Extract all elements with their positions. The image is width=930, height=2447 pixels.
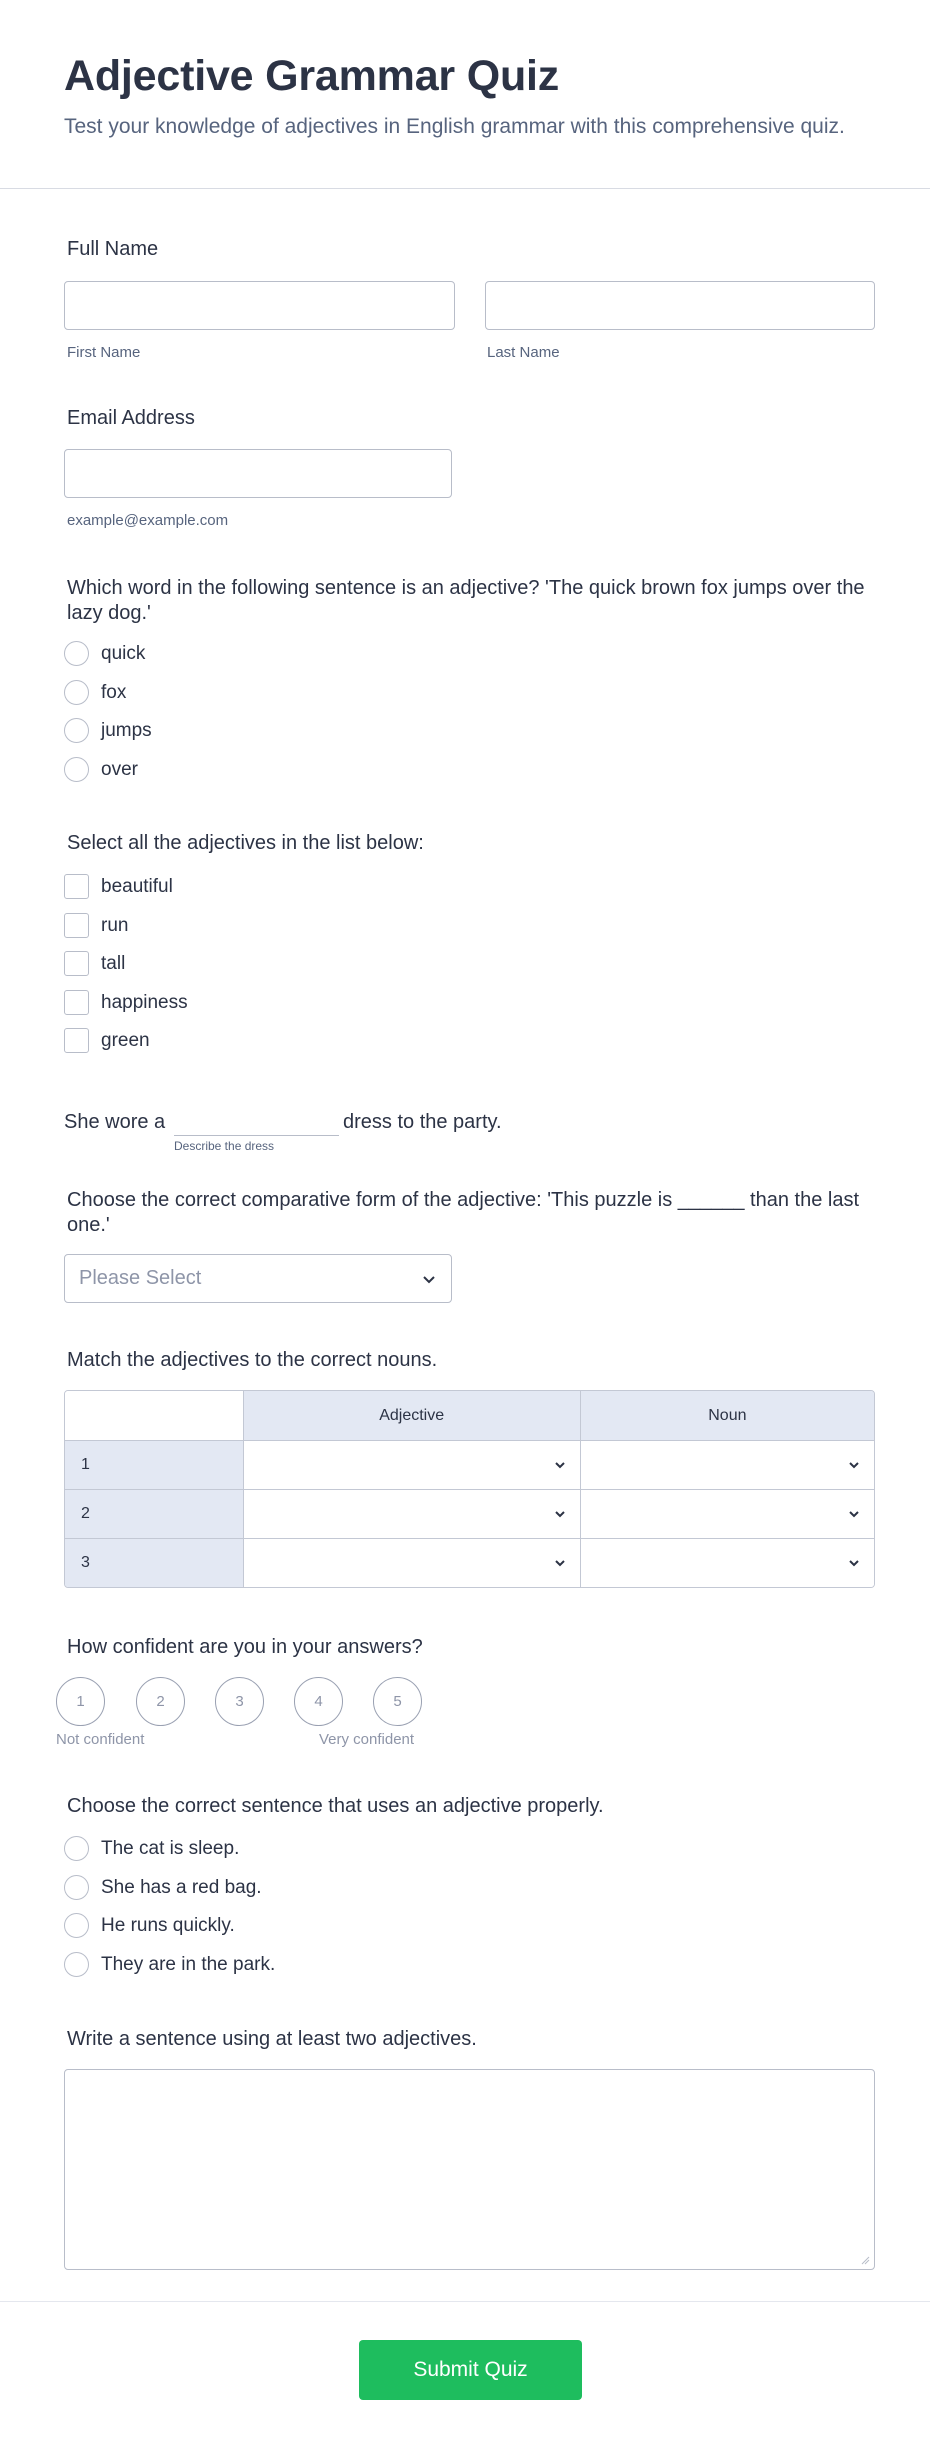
chevron-down-icon	[421, 1271, 437, 1287]
chevron-down-icon	[846, 1555, 862, 1571]
q7-option-label: She has a red bag.	[101, 1876, 262, 1898]
q7-option[interactable]	[64, 1836, 239, 1861]
first-name-input[interactable]	[64, 281, 455, 330]
q1-option[interactable]	[64, 680, 126, 705]
q2-option-label: green	[101, 1029, 150, 1051]
q1-option[interactable]	[64, 757, 138, 782]
q1-option[interactable]	[64, 718, 152, 743]
q7-option-label: They are in the park.	[101, 1953, 276, 1975]
q2-option-label: happiness	[101, 991, 188, 1013]
first-name-sublabel: First Name	[67, 344, 141, 361]
q2-option-label: run	[101, 914, 129, 936]
scale-option-5[interactable]: 5	[373, 1677, 422, 1726]
radio-icon[interactable]	[64, 757, 89, 782]
chevron-down-icon	[552, 1506, 568, 1522]
matrix-row-label: 3	[65, 1539, 243, 1587]
form-header	[0, 0, 930, 189]
email-input[interactable]	[64, 449, 452, 498]
matrix-table	[64, 1390, 875, 1588]
q1-question: Which word in the following sentence is an adjective? 'The quick brown fox jumps over the lazy dog.'	[67, 577, 865, 624]
resize-handle-icon[interactable]	[860, 2255, 870, 2265]
q1-option-label: over	[101, 758, 138, 780]
q7-option-label: The cat is sleep.	[101, 1837, 240, 1859]
matrix-noun-dropdown[interactable]	[580, 1490, 874, 1538]
matrix-column-header: Adjective	[243, 1391, 580, 1440]
radio-icon[interactable]	[64, 1875, 89, 1900]
radio-icon[interactable]	[64, 680, 89, 705]
q2-question: Select all the adjectives in the list below:	[67, 832, 424, 854]
q2-option-label: beautiful	[101, 875, 173, 897]
q1-option[interactable]	[64, 641, 145, 666]
checkbox-icon[interactable]	[64, 1028, 89, 1053]
radio-icon[interactable]	[64, 1952, 89, 1977]
q5-question: Match the adjectives to the correct nouns.	[67, 1349, 438, 1371]
q2-option[interactable]	[64, 913, 128, 938]
q4-question: Choose the correct comparative form of the adjective: 'This puzzle is ______ than the last one.'	[67, 1189, 860, 1236]
checkbox-icon[interactable]	[64, 951, 89, 976]
matrix-row	[65, 1489, 874, 1538]
radio-icon[interactable]	[64, 1913, 89, 1938]
page-title: Adjective Grammar Quiz	[64, 52, 560, 100]
q2-option-label: tall	[101, 952, 126, 974]
email-sublabel: example@example.com	[67, 512, 229, 529]
matrix-adjective-dropdown[interactable]	[243, 1490, 580, 1538]
last-name-input[interactable]	[485, 281, 875, 330]
submit-button[interactable]: Submit Quiz	[359, 2340, 582, 2400]
q3-blank-sublabel: Describe the dress	[174, 1139, 275, 1153]
matrix-adjective-dropdown[interactable]	[243, 1441, 580, 1489]
q7-option[interactable]	[64, 1875, 262, 1900]
scale-low-label: Not confident	[56, 1731, 145, 1748]
scale-option-2[interactable]: 2	[136, 1677, 185, 1726]
scale-option-1[interactable]: 1	[56, 1677, 105, 1726]
chevron-down-icon	[552, 1555, 568, 1571]
q3-text-before: She wore a	[64, 1111, 166, 1133]
q7-option[interactable]	[64, 1913, 235, 1938]
matrix-row	[65, 1440, 874, 1489]
email-label: Email Address	[67, 407, 195, 429]
q8-textarea[interactable]	[64, 2069, 875, 2270]
q2-option[interactable]	[64, 990, 188, 1015]
q2-option[interactable]	[64, 1028, 150, 1053]
matrix-noun-dropdown[interactable]	[580, 1539, 874, 1587]
checkbox-icon[interactable]	[64, 990, 89, 1015]
full-name-label: Full Name	[67, 238, 159, 260]
matrix-row-label: 1	[65, 1441, 243, 1489]
q4-select-placeholder: Please Select	[79, 1267, 202, 1289]
q4-select[interactable]	[64, 1254, 452, 1303]
radio-icon[interactable]	[64, 1836, 89, 1861]
q1-option-label: quick	[101, 642, 146, 664]
q6-question: How confident are you in your answers?	[67, 1636, 423, 1658]
matrix-row-label: 2	[65, 1490, 243, 1538]
q3-blank-input[interactable]	[174, 1110, 339, 1136]
last-name-sublabel: Last Name	[487, 344, 560, 361]
checkbox-icon[interactable]	[64, 874, 89, 899]
q1-option-label: jumps	[101, 719, 152, 741]
q7-question: Choose the correct sentence that uses an adjective properly.	[67, 1795, 604, 1817]
matrix-header-row	[65, 1391, 874, 1440]
q1-option-label: fox	[101, 681, 127, 703]
matrix-row	[65, 1538, 874, 1587]
q2-option[interactable]	[64, 951, 125, 976]
matrix-column-header: Noun	[580, 1391, 874, 1440]
matrix-adjective-dropdown[interactable]	[243, 1539, 580, 1587]
scale-high-label: Very confident	[319, 1731, 415, 1748]
q3-text-after: dress to the party.	[343, 1111, 502, 1133]
matrix-corner	[65, 1391, 243, 1440]
page-subtitle: Test your knowledge of adjectives in English grammar with this comprehensive quiz.	[64, 115, 845, 138]
chevron-down-icon	[846, 1457, 862, 1473]
radio-icon[interactable]	[64, 718, 89, 743]
q7-option-label: He runs quickly.	[101, 1914, 235, 1936]
scale-option-3[interactable]: 3	[215, 1677, 264, 1726]
scale-option-4[interactable]: 4	[294, 1677, 343, 1726]
q7-option[interactable]	[64, 1952, 275, 1977]
q2-option[interactable]	[64, 874, 173, 899]
chevron-down-icon	[846, 1506, 862, 1522]
chevron-down-icon	[552, 1457, 568, 1473]
matrix-noun-dropdown[interactable]	[580, 1441, 874, 1489]
radio-icon[interactable]	[64, 641, 89, 666]
checkbox-icon[interactable]	[64, 913, 89, 938]
q8-question: Write a sentence using at least two adjectives.	[67, 2028, 477, 2050]
